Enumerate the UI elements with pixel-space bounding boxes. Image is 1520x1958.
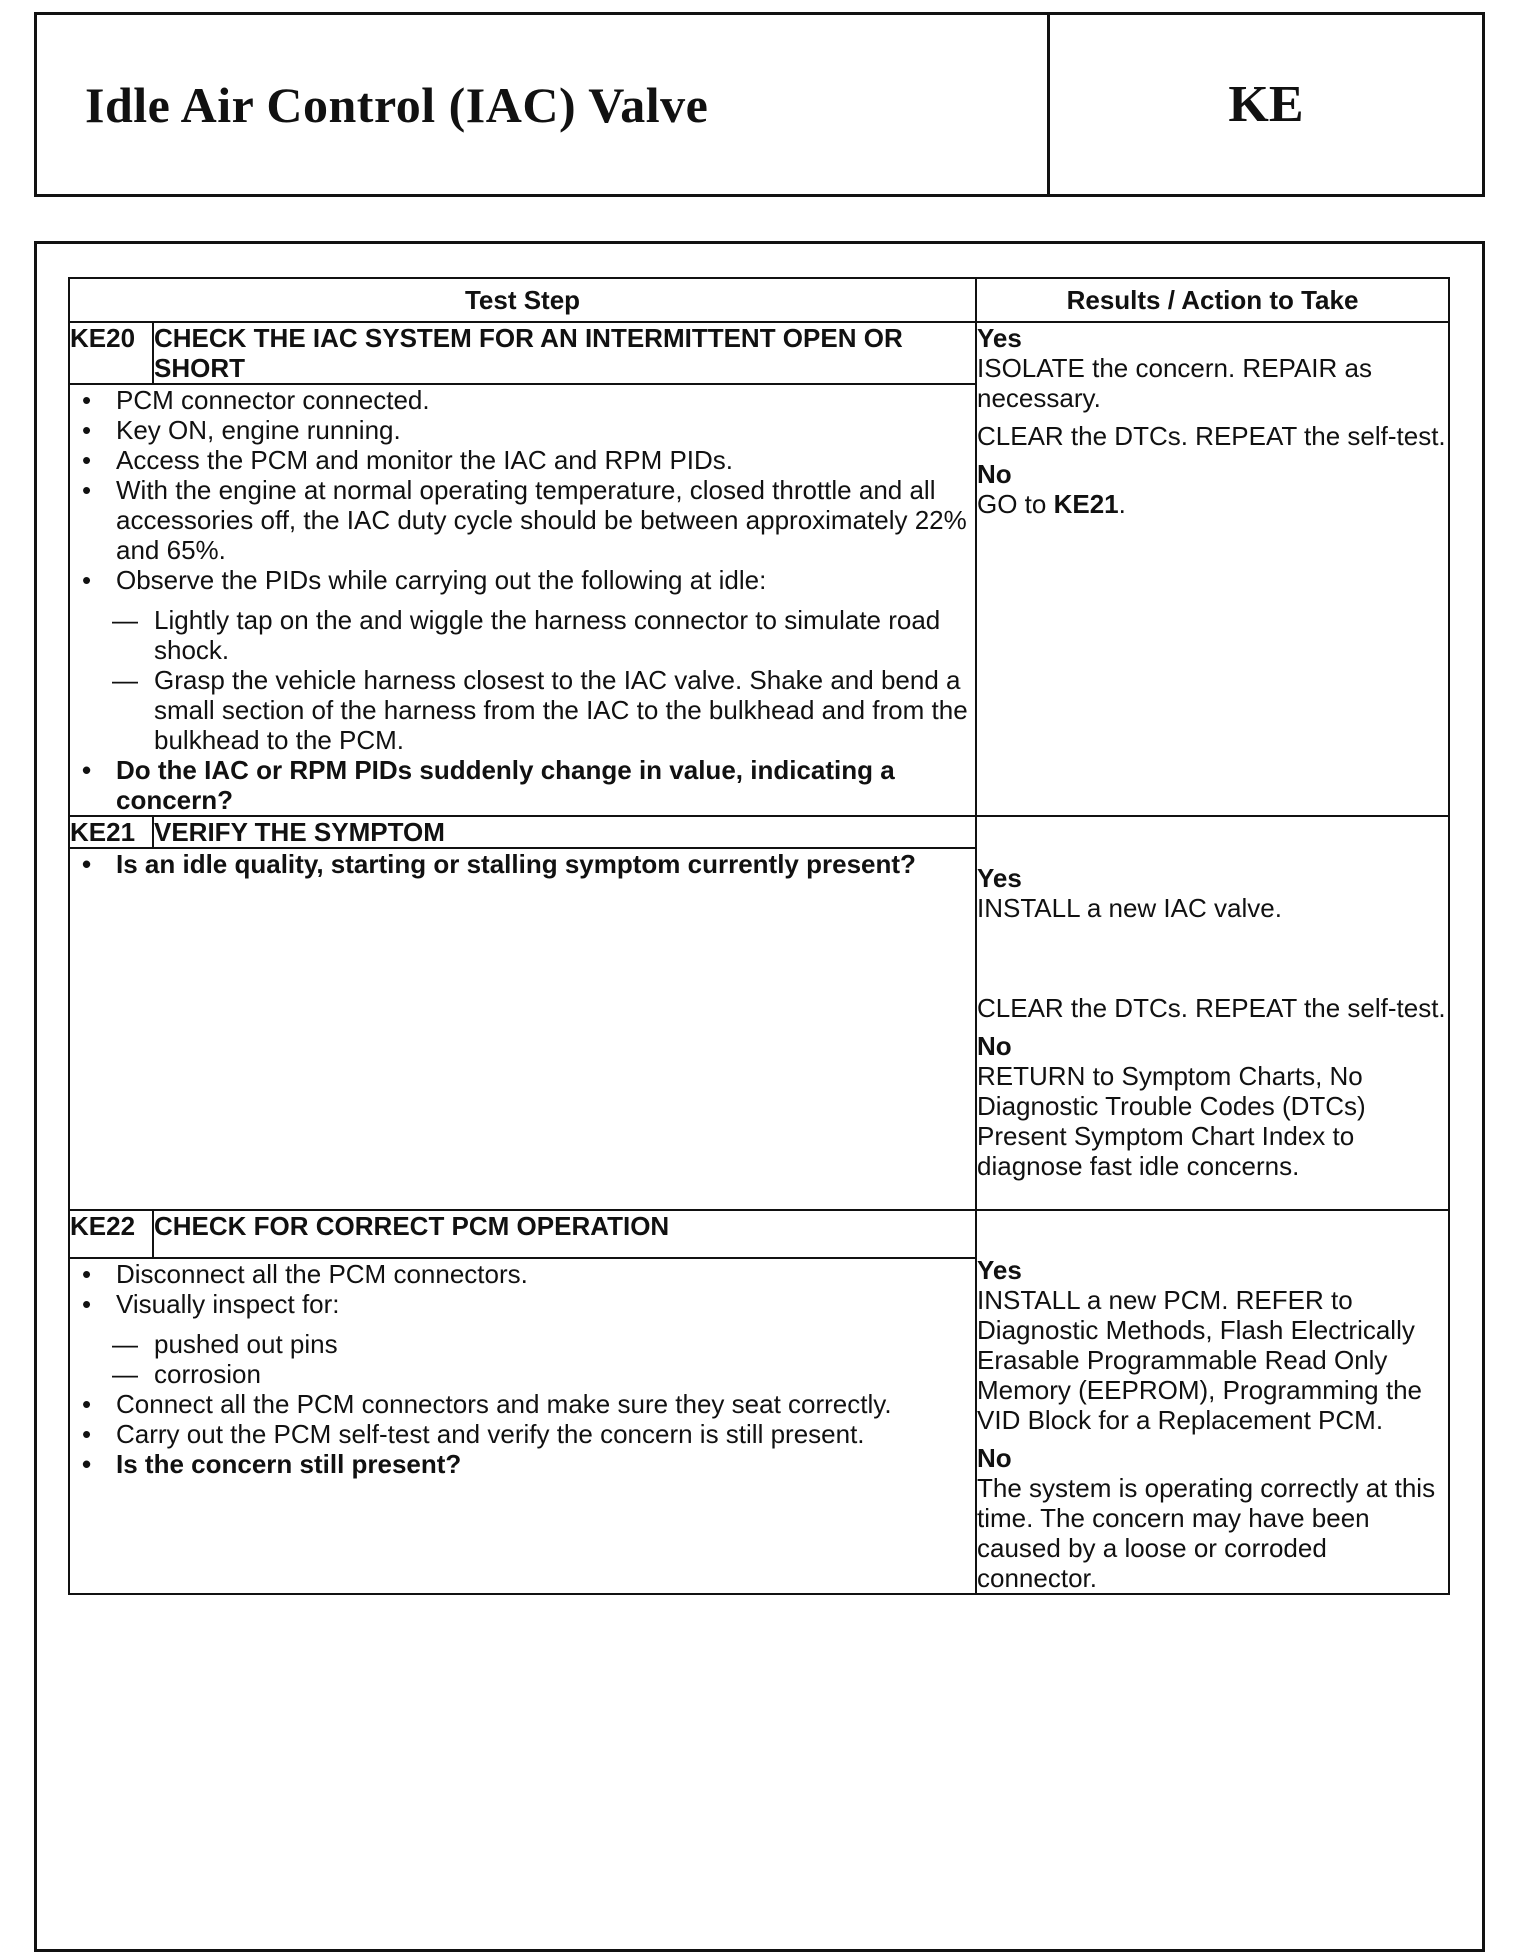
step-question: • Do the IAC or RPM PIDs suddenly change in value, indicating a concern? — [70, 755, 975, 815]
step-ke22-results — [976, 1210, 1449, 1594]
page-title: Idle Air Control (IAC) Valve — [37, 15, 1050, 194]
step-question: • Is an idle quality, starting or stalling symptom currently present? — [70, 849, 975, 879]
step-ke21-results — [976, 816, 1449, 1210]
no-action-text: GO to — [977, 489, 1054, 519]
no-action — [977, 489, 1448, 519]
step-ke22-body — [69, 1258, 976, 1594]
list-item — [70, 565, 975, 755]
step-ke20-results — [976, 322, 1449, 816]
yes-label: Yes — [977, 323, 1022, 353]
sub-list-item: — corrosion — [112, 1359, 975, 1389]
step-ke20-body — [69, 384, 976, 816]
yes-action: INSTALL a new PCM. REFER to Diagnostic Methods, Flash Electrically Erasable Programmable Read Only Memory (EEPROM), Programming the VID Block for a Replacement PCM. — [977, 1285, 1422, 1435]
list-item: • Disconnect all the PCM connectors. — [70, 1259, 975, 1289]
list-item: • Connect all the PCM connectors and make sure they seat correctly. — [70, 1389, 975, 1419]
sub-list-item: — Grasp the vehicle harness closest to the IAC valve. Shake and bend a small section of the harness from the IAC to the bulkhead and from the bulkhead to the PCM. — [112, 665, 975, 755]
column-header-results: Results / Action to Take — [976, 278, 1449, 322]
step-id: KE21 — [69, 816, 153, 848]
diagnostic-table — [68, 277, 1450, 1595]
step-title: VERIFY THE SYMPTOM — [153, 816, 976, 848]
page-header — [34, 12, 1485, 197]
step-ke20-title-row — [69, 322, 1449, 384]
column-header-test-step: Test Step — [69, 278, 976, 322]
yes-action: INSTALL a new IAC valve. — [977, 893, 1282, 923]
step-ke21-title-row — [69, 816, 1449, 848]
step-title: CHECK THE IAC SYSTEM FOR AN INTERMITTENT OPEN OR SHORT — [153, 322, 976, 384]
yes-label: Yes — [977, 1255, 1022, 1285]
list-item: • Carry out the PCM self-test and verify the concern is still present. — [70, 1419, 975, 1449]
no-label: No — [977, 1031, 1012, 1061]
step-id: KE22 — [69, 1210, 153, 1258]
yes-action: ISOLATE the concern. REPAIR as necessary. — [977, 353, 1372, 413]
no-label: No — [977, 459, 1012, 489]
no-action: RETURN to Symptom Charts, No Diagnostic Trouble Codes (DTCs) Present Symptom Chart Index to diagnose fast idle concerns. — [977, 1061, 1366, 1181]
list-item: • Access the PCM and monitor the IAC and RPM PIDs. — [70, 445, 975, 475]
sub-list-item: — Lightly tap on the and wiggle the harness connector to simulate road shock. — [112, 605, 975, 665]
list-item-text: Visually inspect for: — [116, 1289, 340, 1320]
yes-action-followup: CLEAR the DTCs. REPEAT the self-test. — [977, 993, 1446, 1023]
list-item: • With the engine at normal operating temperature, closed throttle and all accessories off, the IAC duty cycle should be between approximately 22% and 65%. — [70, 475, 975, 565]
step-reference: KE21 — [1053, 489, 1119, 519]
list-item: • Key ON, engine running. — [70, 415, 975, 445]
sub-list-item: — pushed out pins — [112, 1329, 975, 1359]
table-header-row — [69, 278, 1449, 322]
step-title: CHECK FOR CORRECT PCM OPERATION — [153, 1210, 976, 1258]
step-question: • Is the concern still present? — [70, 1449, 975, 1479]
no-action: The system is operating correctly at this time. The concern may have been caused by a loose or corroded connector. — [977, 1473, 1436, 1593]
list-item: • PCM connector connected. — [70, 385, 975, 415]
yes-action-followup: CLEAR the DTCs. REPEAT the self-test. — [977, 421, 1446, 451]
list-item-text: Observe the PIDs while carrying out the following at idle: — [116, 565, 767, 595]
list-item — [70, 1289, 975, 1389]
step-ke21-body — [69, 848, 976, 1210]
no-label: No — [977, 1443, 1012, 1473]
step-id: KE20 — [69, 322, 153, 384]
no-action-suffix: . — [1118, 489, 1126, 519]
yes-label: Yes — [977, 863, 1022, 893]
section-code: KE — [1228, 76, 1304, 133]
step-ke22-title-row — [69, 1210, 1449, 1258]
